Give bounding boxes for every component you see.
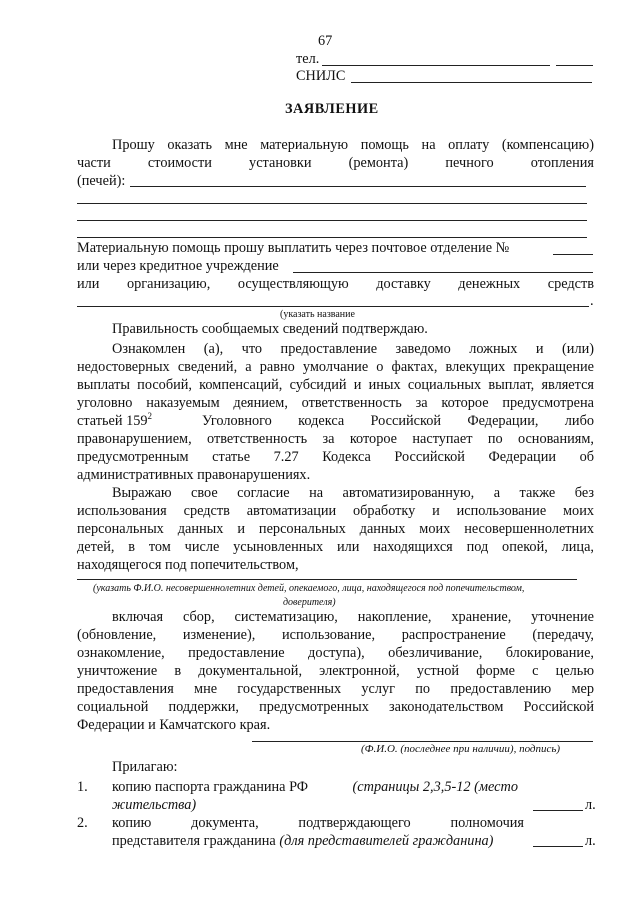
snils-field-line[interactable]	[351, 82, 592, 83]
heating-field-line-1[interactable]	[130, 186, 586, 187]
payment-line-1: Материальную помощь прошу выплатить через почтовое отделение №	[77, 240, 510, 256]
warning-line-2: недостоверных сведений, а равно умолчание о фактах, влекущих прекращение	[77, 359, 594, 375]
dependents-hint-1: (указать Ф.И.О. несовершеннолетних детей, опекаемого, лица, находящегося под попечительством,	[93, 583, 525, 594]
confirmation-text: Правильность сообщаемых сведений подтверждаю.	[112, 321, 428, 337]
attachment-1-sheets-line[interactable]	[533, 810, 583, 811]
payment-line-2: или через кредитное учреждение	[77, 258, 279, 274]
dependents-field-line[interactable]	[77, 579, 577, 580]
warning-line-8: административных правонарушениях.	[77, 467, 311, 483]
attachment-1-text: копию паспорта гражданина РФ	[112, 779, 309, 795]
consent-line-1: Выражаю свое согласие на автоматизированную, а также без	[112, 485, 594, 501]
attachment-1-line-1	[112, 779, 518, 796]
payment-line-4-end: .	[590, 293, 594, 309]
consent-more-line-5: предоставления мне государственных услуг по предоставлению мер	[77, 681, 594, 697]
warning-line-5-start: статьей $159^2$	[77, 411, 153, 429]
request-line-1: Прошу оказать мне материальную помощь на оплату (компенсацию)	[112, 137, 594, 153]
consent-more-line-6: социальной поддержки, предусмотренных законодательством Российской	[77, 699, 594, 715]
post-office-number-line[interactable]	[553, 254, 593, 255]
page-number: 67	[318, 33, 333, 49]
heating-field-line-2[interactable]	[77, 203, 587, 204]
payment-line-3: или организацию, осуществляющую доставку денежных средств	[77, 276, 594, 292]
consent-line-5: находящегося под попечительством,	[77, 557, 299, 573]
consent-line-2: использования средств автоматизации обработку и использование моих	[77, 503, 594, 519]
consent-line-3: персональных данных и персональных данных моих несовершеннолетних	[77, 521, 594, 537]
warning-line-5-rest: Уголовного кодекса Российской Федерации, либо	[202, 413, 594, 429]
heating-field-line-4[interactable]	[77, 237, 587, 238]
consent-line-4: детей, в том числе усыновленных или находящихся под опекой, лица,	[77, 539, 594, 555]
attachment-2-line-1: копию документа, подтверждающего полномочия	[112, 815, 524, 831]
attachment-2-note: (для представителей гражданина)	[279, 833, 494, 849]
attachment-2-sheets-suffix: л.	[585, 833, 596, 849]
attachment-1-number: 1.	[77, 779, 88, 795]
attachment-2-sheets-line[interactable]	[533, 846, 583, 847]
consent-more-line-2: (обновление, изменение), использование, распространение (передачу,	[77, 627, 594, 643]
heating-field-line-3[interactable]	[77, 220, 587, 221]
attachment-2-text: представителя гражданина	[112, 833, 280, 849]
signature-hint: (Ф.И.О. (последнее при наличии), подпись)	[361, 743, 561, 755]
warning-line-4: уголовно наказуемым деянием, ответственность за которое предусмотрена	[77, 395, 594, 411]
warning-line-7: предусмотренным статье 7.27 Кодекса Российской Федерации об	[77, 449, 594, 465]
snils-label: СНИЛС	[296, 68, 346, 84]
consent-more-line-7: Федерации и Камчатского края.	[77, 717, 271, 733]
document-title: ЗАЯВЛЕНИЕ	[285, 101, 379, 117]
request-line-2: части стоимости установки (ремонта) печного отопления	[77, 155, 594, 171]
warning-line-3: выплаты пособий, компенсаций, субсидий и иных социальных выплат, является	[77, 377, 594, 393]
attachment-2-number: 2.	[77, 815, 88, 831]
attachments-heading: Прилагаю:	[112, 759, 178, 775]
phone-field-line[interactable]	[322, 65, 550, 66]
attachment-1-pages-note: (страницы 2,3,5-12 (место	[352, 779, 518, 795]
request-line-3: (печей):	[77, 173, 126, 189]
warning-line-1: Ознакомлен (а), что предоставление заведомо ложных и (или)	[112, 341, 594, 357]
credit-institution-line[interactable]	[293, 272, 593, 273]
phone-label: тел.	[296, 51, 320, 67]
attachment-1-line-2: жительства)	[112, 797, 197, 813]
attachment-2-line-2	[112, 833, 493, 850]
consent-more-line-1: включая сбор, систематизацию, накопление, хранение, уточнение	[112, 609, 594, 625]
consent-more-line-4: уничтожение в документальной, электронной, устной форме с целью	[77, 663, 594, 679]
organization-line[interactable]	[77, 306, 589, 307]
warning-line-6: правонарушением, ответственность за которое наступает по основаниям,	[77, 431, 594, 447]
warning-line-5	[77, 413, 594, 430]
consent-more-line-3: ознакомление, предоставление доступа), обезличивание, блокирование,	[77, 645, 594, 661]
phone-field-line-extra[interactable]	[556, 65, 593, 66]
signature-line[interactable]	[252, 741, 593, 742]
attachment-1-sheets-suffix: л.	[585, 797, 596, 813]
organization-hint: (указать название	[280, 309, 355, 320]
dependents-hint-2: доверителя)	[283, 597, 336, 608]
